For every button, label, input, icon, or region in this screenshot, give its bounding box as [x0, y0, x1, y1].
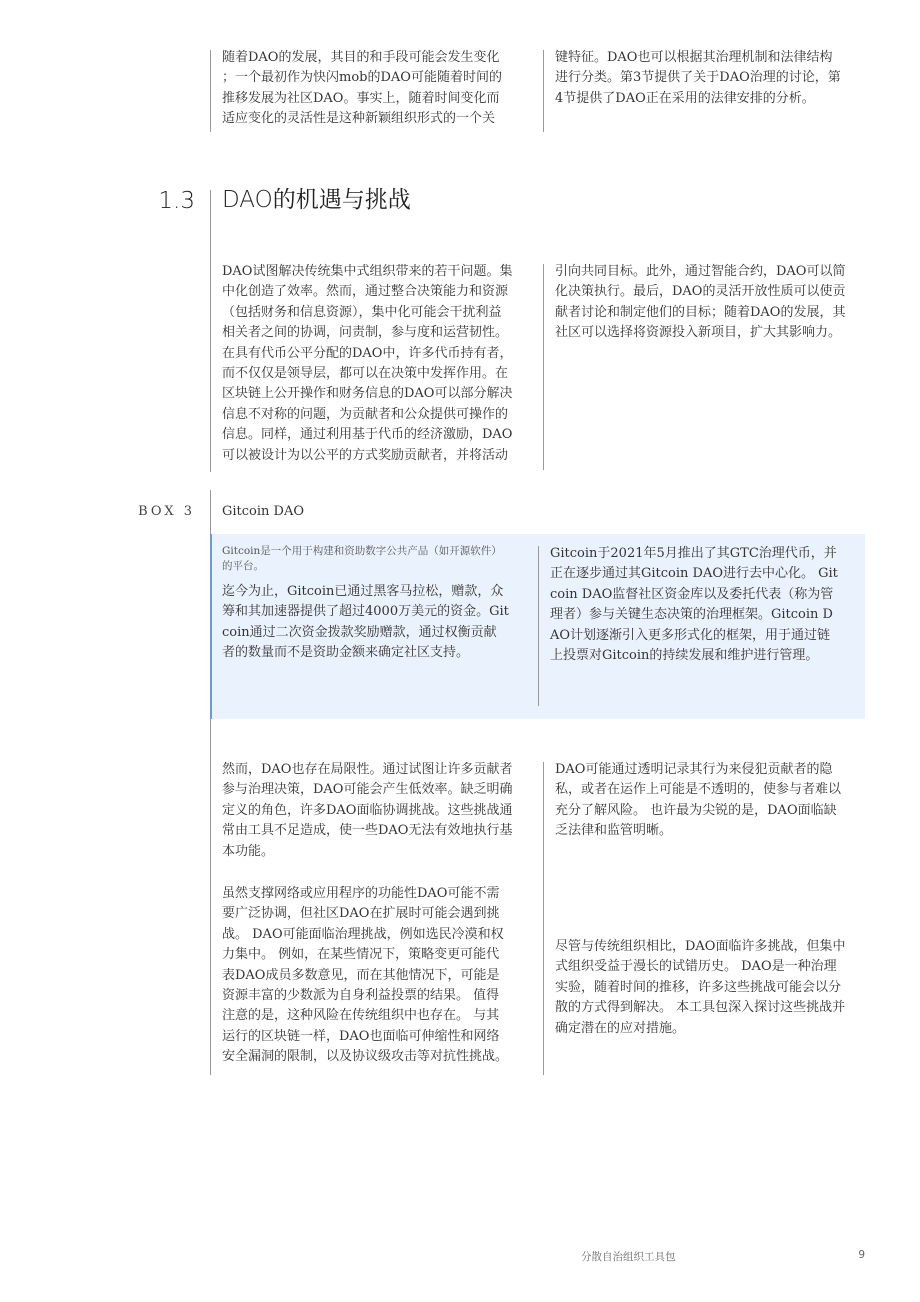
lower-right-paragraph-1: DAO可能通过透明记录其行为来侵犯贡献者的隐 私，或者在运作上可能是不透明的，使参与者难以 充分了解风险。 也许最为尖锐的是，DAO面临缺 乏法律和监管明晰。 [555, 762, 842, 839]
top-right-paragraph: 键特征。DAO也可以根据其治理机制和法律结构 进行分类。第3节提供了关于DAO治理的讨论，第 4节提供了DAO正在采用的法律安排的分析。 [555, 50, 841, 106]
box-title-rule [210, 490, 211, 534]
top-left-paragraph: 随着DAO的发展，其目的和手段可能会发生变化 ；一个最初作为快闪mob的DAO可能随着时间的 推移发展为社区DAO。事实上，随着时间变化而 适应变化的灵活性是这种新颖组织形式的一个关 [222, 50, 502, 127]
footer-page-number: 9 [858, 1249, 865, 1261]
lower-right-paragraph-2: 尽管与传统组织相比，DAO面临许多挑战，但集中 式组织受益于漫长的试错历史。 DAO是一种治理 实验，随着时间的推移，许多这些挑战可能会以分 散的方式得到解决。 本工具包深入探讨这些挑战并 确定潜在的应对措施。 [555, 939, 846, 1036]
box-divider [538, 546, 539, 706]
top-left-rule [210, 50, 211, 132]
section-right-paragraph: 引向共同目标。此外，通过智能合约，DAO可以简 化决策执行。最后，DAO的灵活开放性质可以使贡 献者讨论和制定他们的目标；随着DAO的发展，其 社区可以选择将资源投入新项目，扩大其影响力。 [555, 264, 846, 341]
section-right-rule [543, 264, 544, 470]
section-left-rule [210, 216, 211, 472]
lower-left-rule [210, 719, 211, 1075]
box-label: BOX 3 [138, 504, 195, 519]
box-right-paragraph: Gitcoin于2021年5月推出了其GTC治理代币，并 正在逐步通过其Gitcoin DAO进行去中心化。 Git coin DAO监督社区资金库以及委托代表（称为管 理者）参与关键生态决策的治理框架。Gitcoin D AO计划逐渐引入更多形式化的框架，用于通过链 上投票对Gitcoin的持续发展和维护进行管理。 [550, 546, 838, 664]
section-number: 1.3 [158, 188, 195, 214]
lower-left-paragraph-1: 然而，DAO也存在局限性。通过试图让许多贡献者 参与治理决策，DAO可能会产生低效率。缺乏明确 定义的角色，许多DAO面临协调挑战。这些挑战通 常由工具不足造成，使一些DAO无法有效地执行基 本功能。 [222, 762, 513, 859]
section-heading-rule [210, 190, 211, 216]
footer-document-title: 分散自治组织工具包 [581, 1251, 676, 1263]
box-left-paragraph: 迄今为止，Gitcoin已通过黑客马拉松，赠款，众 筹和其加速器提供了超过4000万美元的资金。Git coin通过二次资金拨款奖励赠款，通过权衡贡献 者的数量而不是资助金额来确定社区支持。 [222, 584, 509, 661]
lower-right-rule [543, 762, 544, 1075]
section-left-paragraph: DAO试图解决传统集中式组织带来的若干问题。集 中化创造了效率。然而，通过整合决策能力和资源 （包括财务和信息资源），集中化可能会干扰利益 相关者之间的协调，问责制，参与度和运营韧性。 在具有代币公平分配的DAO中，许多代币持有者， 而不仅仅是领导层，都可以在决策中发挥作用。在 区块链上公开操作和财务信息的DAO可以部分解决 信息不对称的问题，为贡献者和公众提供可操作的 信息。同样，通过利用基于代币的经济激励，DAO 可以被设计为以公平的方式奖励贡献者，并将活动 [222, 264, 513, 463]
top-right-rule [543, 50, 544, 132]
box-intro-text: Gitcoin是一个用于构建和资助数字公共产品（如开源软件） 的平台。 [222, 545, 502, 572]
box-accent-bar [210, 534, 212, 719]
lower-left-paragraph-2: 虽然支撑网络或应用程序的功能性DAO可能不需 要广泛协调，但社区DAO在扩展时可能会遇到挑 战。 DAO可能面临治理挑战，例如选民冷漠和权 力集中。 例如，在某些情况下，策略变更可能代 表DAO成员多数意见，而在其他情况下，可能是 资源丰富的少数派为自身利益投票的结果。 值得 注意的是，这种风险在传统组织中也存在。 与其 运行的区块链一样，DAO也面临可伸缩性和网络 安全漏洞的限制，以及协议级攻击等对抗性挑战。 [222, 886, 509, 1065]
box-title: Gitcoin DAO [222, 504, 305, 519]
section-title: DAO的机遇与挑战 [222, 187, 411, 213]
